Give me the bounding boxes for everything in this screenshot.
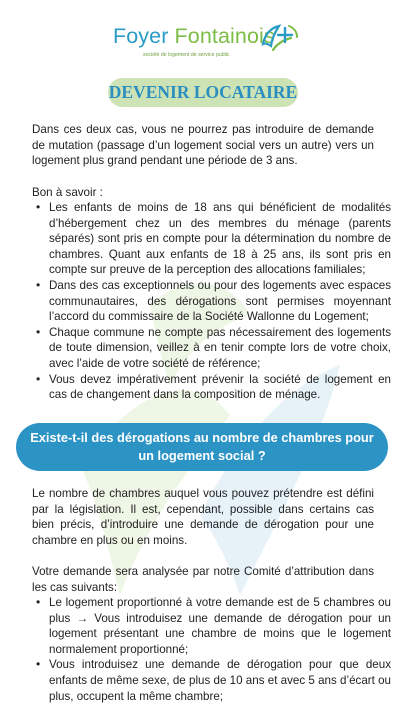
- list-item: • Vous introduisez une demande de dérogation pour que deux enfants de même sexe, de plus de 10 ans et avec 5 ans d’écart ou plus, occupent la même chambre;: [49, 657, 391, 704]
- list-item: • Chaque commune ne compte pas nécessairement des logements de toute dimension, veillez à en tenir compte lors de votre choix, avec l’aide de votre société de référence;: [49, 325, 391, 372]
- committee-list: [32, 595, 391, 704]
- logo-word-foyer: Foyer: [113, 24, 175, 48]
- committee-intro: Votre demande sera analysée par notre Comité d’attribution dans les cas suivants:: [32, 565, 374, 594]
- foyer-fontainois-logo: [113, 22, 303, 62]
- intro-paragraph: Dans ces deux cas, vous ne pourrez pas introduire de demande de mutation (passage d’un logement social vers un autre) vers un logement plus grand pendant une période de 3 ans.: [32, 123, 374, 168]
- list-item: • Dans des cas exceptionnels ou pour des logements avec espaces communautaires, des dérogations sont permises moyennant l’accord du commissaire de la Société Wallonne du Logement;: [49, 278, 391, 325]
- list-item: • Les enfants de moins de 18 ans qui bénéficient de modalités d’hébergement chez un des membres du ménage (parents séparés) sont pris en compte pour la détermination du nombre de chambres. Quant aux enfants de 18 à 25 ans, ils sont pris en compte sur preuve de la perception des allocations familiales;: [49, 200, 391, 278]
- section-title: DEVENIR LOCATAIRE: [108, 78, 298, 107]
- logo-wordmark: [113, 24, 275, 49]
- logo-word-fontainois: Fontainois: [174, 24, 275, 48]
- rooms-paragraph: Le nombre de chambres auquel vous pouvez prétendre est défini par la législation. Il est, cependant, possible dans certains cas bien précis, d’introduire une demande de dérogation pour une chambre en plus ou en moins.: [32, 487, 374, 547]
- list-item: • Le logement proportionné à votre demande est de 5 chambres ou plus → Vous introduisez une demande de dérogation pour un logement présentant une chambre de moins que le logement normalement proportionné;: [49, 595, 391, 657]
- logo-subtitle: société de logement de service public: [143, 52, 230, 58]
- good-to-know-list: [32, 200, 391, 403]
- list-item: • Vous devez impérativement prévenir la société de logement en cas de changement dans la composition de ménage.: [49, 372, 391, 403]
- question-banner: Existe-t-il des dérogations au nombre de chambres pour un logement social ?: [16, 423, 388, 471]
- good-to-know-heading: Bon à savoir :: [32, 186, 103, 199]
- house-leaf-icon: [259, 22, 301, 56]
